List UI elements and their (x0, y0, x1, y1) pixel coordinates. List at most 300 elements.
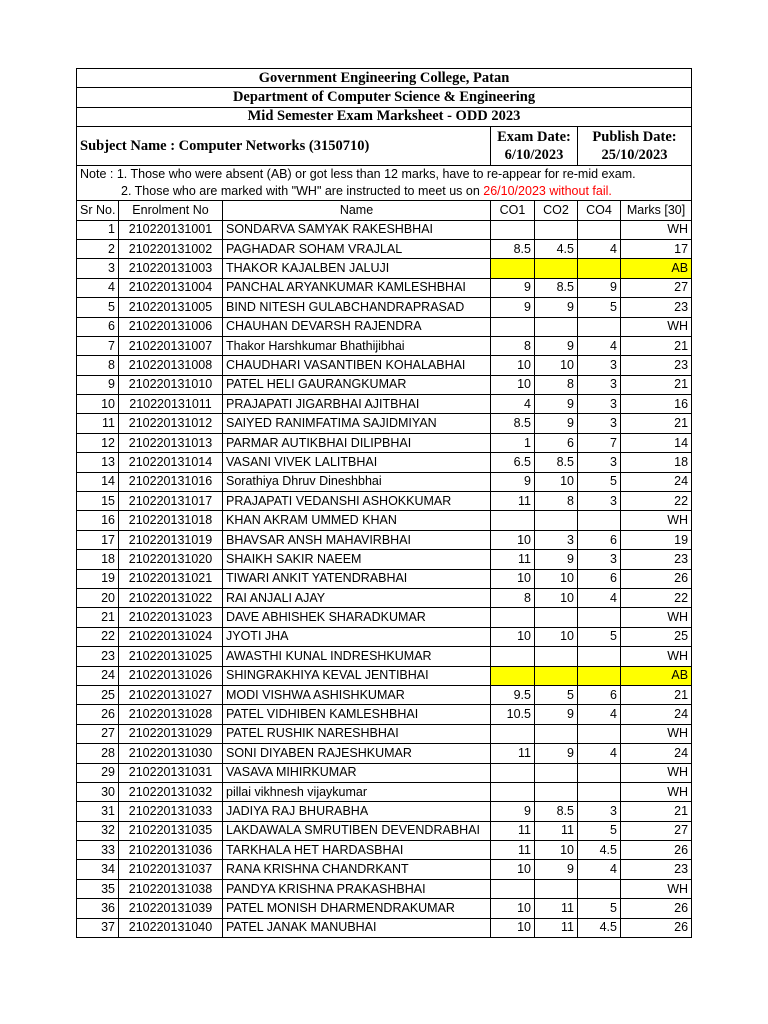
enrolment-cell: 210220131036 (119, 841, 223, 860)
co4-cell (578, 220, 621, 239)
col-header-co1: CO1 (491, 201, 535, 220)
co1-cell (491, 666, 535, 685)
marks-cell: AB (621, 666, 692, 685)
enrolment-cell: 210220131021 (119, 569, 223, 588)
enrolment-cell: 210220131031 (119, 763, 223, 782)
enrolment-cell: 210220131017 (119, 492, 223, 511)
co4-cell: 4 (578, 860, 621, 879)
table-row (77, 918, 692, 937)
name-cell: PAGHADAR SOHAM VRAJLAL (223, 239, 491, 258)
enrolment-cell: 210220131008 (119, 356, 223, 375)
exam-date-cell (491, 127, 578, 166)
col-header-co4: CO4 (578, 201, 621, 220)
marks-cell: WH (621, 879, 692, 898)
sr-no-cell: 29 (77, 763, 119, 782)
note-cell (77, 166, 692, 201)
co2-cell: 5 (535, 685, 578, 704)
sr-no-cell: 17 (77, 530, 119, 549)
marks-cell: 26 (621, 918, 692, 937)
name-cell: pillai vikhnesh vijaykumar (223, 782, 491, 801)
name-cell: Thakor Harshkumar Bhathijibhai (223, 336, 491, 355)
sr-no-cell: 18 (77, 550, 119, 569)
marks-cell: 24 (621, 472, 692, 491)
co1-cell: 10 (491, 530, 535, 549)
enrolment-cell: 210220131018 (119, 511, 223, 530)
co2-cell: 11 (535, 918, 578, 937)
co1-cell: 8.5 (491, 414, 535, 433)
enrolment-cell: 210220131024 (119, 627, 223, 646)
enrolment-cell: 210220131004 (119, 278, 223, 297)
co2-cell (535, 220, 578, 239)
co2-cell: 9 (535, 860, 578, 879)
sr-no-cell: 26 (77, 705, 119, 724)
sr-no-cell: 3 (77, 259, 119, 278)
co1-cell: 11 (491, 550, 535, 569)
co1-cell: 10 (491, 899, 535, 918)
co4-cell: 3 (578, 453, 621, 472)
sr-no-cell: 36 (77, 899, 119, 918)
co2-cell: 4.5 (535, 239, 578, 258)
table-row (77, 724, 692, 743)
name-cell: RANA KRISHNA CHANDRKANT (223, 860, 491, 879)
co4-cell: 7 (578, 433, 621, 452)
table-row (77, 530, 692, 549)
enrolment-cell: 210220131019 (119, 530, 223, 549)
table-row (77, 433, 692, 452)
marks-cell: 26 (621, 569, 692, 588)
name-cell: THAKOR KAJALBEN JALUJI (223, 259, 491, 278)
marks-cell: 24 (621, 744, 692, 763)
co1-cell: 9 (491, 278, 535, 297)
table-row (77, 395, 692, 414)
table-row (77, 666, 692, 685)
marks-cell: WH (621, 724, 692, 743)
sr-no-cell: 34 (77, 860, 119, 879)
marks-cell: 27 (621, 821, 692, 840)
table-row (77, 511, 692, 530)
marks-cell: 22 (621, 588, 692, 607)
name-cell: KHAN AKRAM UMMED KHAN (223, 511, 491, 530)
marks-cell: 22 (621, 492, 692, 511)
enrolment-cell: 210220131026 (119, 666, 223, 685)
table-row (77, 453, 692, 472)
name-cell: AWASTHI KUNAL INDRESHKUMAR (223, 647, 491, 666)
exam-date: 6/10/2023 (504, 147, 564, 164)
co2-cell (535, 259, 578, 278)
co1-cell: 6.5 (491, 453, 535, 472)
marks-cell: WH (621, 763, 692, 782)
marks-cell: AB (621, 259, 692, 278)
co1-cell: 10 (491, 860, 535, 879)
table-row (77, 550, 692, 569)
marks-cell: WH (621, 511, 692, 530)
co4-cell: 4.5 (578, 918, 621, 937)
co2-cell: 10 (535, 356, 578, 375)
co1-cell: 1 (491, 433, 535, 452)
co2-cell: 9 (535, 705, 578, 724)
note-line-2-text: 2. Those who are marked with "WH" are instructed to meet us on (121, 184, 484, 199)
name-cell: SONDARVA SAMYAK RAKESHBHAI (223, 220, 491, 239)
co2-cell: 9 (535, 550, 578, 569)
co2-cell: 10 (535, 588, 578, 607)
table-row (77, 899, 692, 918)
name-cell: PATEL RUSHIK NARESHBHAI (223, 724, 491, 743)
note-line-2 (80, 183, 688, 200)
co4-cell: 3 (578, 492, 621, 511)
col-header-co2: CO2 (535, 201, 578, 220)
col-header-enrolment: Enrolment No (119, 201, 223, 220)
name-cell: TARKHALA HET HARDASBHAI (223, 841, 491, 860)
enrolment-cell: 210220131040 (119, 918, 223, 937)
enrolment-cell: 210220131030 (119, 744, 223, 763)
co4-cell: 4.5 (578, 841, 621, 860)
co4-cell: 5 (578, 627, 621, 646)
co1-cell (491, 511, 535, 530)
marks-cell: 23 (621, 550, 692, 569)
co4-cell: 3 (578, 802, 621, 821)
co2-cell (535, 782, 578, 801)
sr-no-cell: 4 (77, 278, 119, 297)
sr-no-cell: 30 (77, 782, 119, 801)
name-cell: TIWARI ANKIT YATENDRABHAI (223, 569, 491, 588)
name-cell: MODI VISHWA ASHISHKUMAR (223, 685, 491, 704)
table-row (77, 627, 692, 646)
name-cell: Sorathiya Dhruv Dineshbhai (223, 472, 491, 491)
table-row (77, 259, 692, 278)
co4-cell: 6 (578, 685, 621, 704)
marks-cell: 21 (621, 685, 692, 704)
name-cell: PRAJAPATI VEDANSHI ASHOKKUMAR (223, 492, 491, 511)
co4-cell: 4 (578, 239, 621, 258)
co4-cell: 4 (578, 336, 621, 355)
sr-no-cell: 5 (77, 298, 119, 317)
marks-cell: WH (621, 220, 692, 239)
name-cell: LAKDAWALA SMRUTIBEN DEVENDRABHAI (223, 821, 491, 840)
co2-cell: 9 (535, 414, 578, 433)
marks-cell: 21 (621, 336, 692, 355)
co1-cell: 9 (491, 472, 535, 491)
co2-cell: 11 (535, 899, 578, 918)
marks-cell: 21 (621, 414, 692, 433)
name-cell: JADIYA RAJ BHURABHA (223, 802, 491, 821)
enrolment-cell: 210220131012 (119, 414, 223, 433)
enrolment-cell: 210220131038 (119, 879, 223, 898)
exam-title-row (77, 107, 692, 126)
marks-cell: 27 (621, 278, 692, 297)
co1-cell: 8 (491, 336, 535, 355)
marks-cell: 26 (621, 899, 692, 918)
co2-cell (535, 763, 578, 782)
name-cell: VASAVA MIHIRKUMAR (223, 763, 491, 782)
table-row (77, 220, 692, 239)
co4-cell: 6 (578, 530, 621, 549)
sr-no-cell: 28 (77, 744, 119, 763)
marks-cell: 21 (621, 802, 692, 821)
table-row (77, 375, 692, 394)
enrolment-cell: 210220131011 (119, 395, 223, 414)
publish-date-cell (578, 127, 692, 166)
enrolment-cell: 210220131010 (119, 375, 223, 394)
table-row (77, 744, 692, 763)
co2-cell: 3 (535, 530, 578, 549)
name-cell: SAIYED RANIMFATIMA SAJIDMIYAN (223, 414, 491, 433)
table-row (77, 492, 692, 511)
sr-no-cell: 9 (77, 375, 119, 394)
exam-date-label: Exam Date: (497, 129, 571, 146)
table-row (77, 414, 692, 433)
marks-cell: 19 (621, 530, 692, 549)
marks-cell: 16 (621, 395, 692, 414)
marks-cell: 17 (621, 239, 692, 258)
marksheet-table (76, 68, 692, 938)
marks-cell: 18 (621, 453, 692, 472)
name-cell: PARMAR AUTIKBHAI DILIPBHAI (223, 433, 491, 452)
co2-cell: 8.5 (535, 802, 578, 821)
note-row (77, 166, 692, 201)
sr-no-cell: 7 (77, 336, 119, 355)
co4-cell (578, 511, 621, 530)
co4-cell: 3 (578, 550, 621, 569)
co1-cell (491, 220, 535, 239)
co4-cell (578, 724, 621, 743)
co1-cell (491, 259, 535, 278)
co1-cell: 10 (491, 569, 535, 588)
enrolment-cell: 210220131022 (119, 588, 223, 607)
co4-cell (578, 763, 621, 782)
name-cell: PATEL JANAK MANUBHAI (223, 918, 491, 937)
note-line-1: Note : 1. Those who were absent (AB) or got less than 12 marks, have to re-appear for re-mid exam. (80, 167, 636, 182)
co1-cell: 4 (491, 395, 535, 414)
enrolment-cell: 210220131029 (119, 724, 223, 743)
name-cell: PATEL VIDHIBEN KAMLESHBHAI (223, 705, 491, 724)
sr-no-cell: 6 (77, 317, 119, 336)
subject-row (77, 127, 692, 166)
co2-cell (535, 317, 578, 336)
college-row (77, 69, 692, 88)
co4-cell (578, 317, 621, 336)
co2-cell: 8.5 (535, 453, 578, 472)
name-cell: PRAJAPATI JIGARBHAI AJITBHAI (223, 395, 491, 414)
enrolment-cell: 210220131016 (119, 472, 223, 491)
table-row (77, 472, 692, 491)
enrolment-cell: 210220131006 (119, 317, 223, 336)
sr-no-cell: 2 (77, 239, 119, 258)
sr-no-cell: 8 (77, 356, 119, 375)
table-row (77, 588, 692, 607)
sr-no-cell: 10 (77, 395, 119, 414)
name-cell: RAI ANJALI AJAY (223, 588, 491, 607)
sr-no-cell: 33 (77, 841, 119, 860)
co1-cell: 11 (491, 492, 535, 511)
sr-no-cell: 23 (77, 647, 119, 666)
co2-cell (535, 879, 578, 898)
co1-cell (491, 608, 535, 627)
enrolment-cell: 210220131028 (119, 705, 223, 724)
co1-cell (491, 724, 535, 743)
marks-cell: 25 (621, 627, 692, 646)
name-cell: BIND NITESH GULABCHANDRAPRASAD (223, 298, 491, 317)
co4-cell: 3 (578, 414, 621, 433)
sr-no-cell: 24 (77, 666, 119, 685)
col-header-sr: Sr No. (77, 201, 119, 220)
sr-no-cell: 27 (77, 724, 119, 743)
enrolment-cell: 210220131002 (119, 239, 223, 258)
co2-cell (535, 666, 578, 685)
name-cell: SONI DIYABEN RAJESHKUMAR (223, 744, 491, 763)
department-row (77, 88, 692, 107)
co4-cell: 4 (578, 588, 621, 607)
enrolment-cell: 210220131005 (119, 298, 223, 317)
co1-cell: 9 (491, 298, 535, 317)
co1-cell (491, 782, 535, 801)
co4-cell: 3 (578, 356, 621, 375)
co2-cell: 6 (535, 433, 578, 452)
co1-cell: 10 (491, 375, 535, 394)
department-name: Department of Computer Science & Engineering (77, 88, 692, 107)
co2-cell (535, 608, 578, 627)
enrolment-cell: 210220131023 (119, 608, 223, 627)
marks-cell: WH (621, 782, 692, 801)
co2-cell: 10 (535, 569, 578, 588)
table-row (77, 821, 692, 840)
sr-no-cell: 13 (77, 453, 119, 472)
name-cell: SHAIKH SAKIR NAEEM (223, 550, 491, 569)
co2-cell: 9 (535, 298, 578, 317)
name-cell: VASANI VIVEK LALITBHAI (223, 453, 491, 472)
marks-cell: 23 (621, 298, 692, 317)
co4-cell: 3 (578, 375, 621, 394)
co4-cell (578, 782, 621, 801)
co1-cell (491, 763, 535, 782)
co1-cell: 8 (491, 588, 535, 607)
table-row (77, 647, 692, 666)
marks-cell: WH (621, 317, 692, 336)
sr-no-cell: 35 (77, 879, 119, 898)
note-deadline: 26/10/2023 without fail. (483, 184, 612, 199)
table-row (77, 705, 692, 724)
marks-cell: 24 (621, 705, 692, 724)
name-cell: PANDYA KRISHNA PRAKASHBHAI (223, 879, 491, 898)
co1-cell: 10.5 (491, 705, 535, 724)
sr-no-cell: 19 (77, 569, 119, 588)
co4-cell: 5 (578, 298, 621, 317)
sr-no-cell: 16 (77, 511, 119, 530)
table-row (77, 356, 692, 375)
co4-cell (578, 666, 621, 685)
table-row (77, 278, 692, 297)
enrolment-cell: 210220131035 (119, 821, 223, 840)
sr-no-cell: 11 (77, 414, 119, 433)
co4-cell: 5 (578, 472, 621, 491)
exam-title: Mid Semester Exam Marksheet - ODD 2023 (77, 107, 692, 126)
marks-cell: WH (621, 608, 692, 627)
sr-no-cell: 15 (77, 492, 119, 511)
publish-date-label: Publish Date: (592, 129, 677, 146)
co1-cell: 10 (491, 356, 535, 375)
co4-cell: 5 (578, 899, 621, 918)
co2-cell: 8.5 (535, 278, 578, 297)
sr-no-cell: 37 (77, 918, 119, 937)
co1-cell: 11 (491, 821, 535, 840)
name-cell: PATEL HELI GAURANGKUMAR (223, 375, 491, 394)
table-row (77, 317, 692, 336)
column-header-row (77, 201, 692, 220)
sr-no-cell: 14 (77, 472, 119, 491)
co1-cell: 10 (491, 627, 535, 646)
co2-cell: 11 (535, 821, 578, 840)
co4-cell (578, 647, 621, 666)
name-cell: DAVE ABHISHEK SHARADKUMAR (223, 608, 491, 627)
table-row (77, 763, 692, 782)
co4-cell (578, 259, 621, 278)
enrolment-cell: 210220131007 (119, 336, 223, 355)
marks-cell: WH (621, 647, 692, 666)
co1-cell (491, 879, 535, 898)
enrolment-cell: 210220131020 (119, 550, 223, 569)
name-cell: JYOTI JHA (223, 627, 491, 646)
name-cell: BHAVSAR ANSH MAHAVIRBHAI (223, 530, 491, 549)
marks-cell: 26 (621, 841, 692, 860)
table-row (77, 685, 692, 704)
sr-no-cell: 12 (77, 433, 119, 452)
enrolment-cell: 210220131014 (119, 453, 223, 472)
co2-cell (535, 724, 578, 743)
marks-cell: 21 (621, 375, 692, 394)
marks-cell: 23 (621, 356, 692, 375)
co1-cell: 11 (491, 744, 535, 763)
co1-cell (491, 647, 535, 666)
co2-cell: 10 (535, 627, 578, 646)
name-cell: SHINGRAKHIYA KEVAL JENTIBHAI (223, 666, 491, 685)
sr-no-cell: 25 (77, 685, 119, 704)
sr-no-cell: 31 (77, 802, 119, 821)
col-header-name: Name (223, 201, 491, 220)
sr-no-cell: 1 (77, 220, 119, 239)
table-row (77, 298, 692, 317)
co2-cell (535, 647, 578, 666)
name-cell: CHAUDHARI VASANTIBEN KOHALABHAI (223, 356, 491, 375)
enrolment-cell: 210220131001 (119, 220, 223, 239)
publish-date: 25/10/2023 (601, 147, 668, 164)
co1-cell (491, 317, 535, 336)
sr-no-cell: 22 (77, 627, 119, 646)
co2-cell: 9 (535, 336, 578, 355)
co4-cell: 6 (578, 569, 621, 588)
co1-cell: 10 (491, 918, 535, 937)
co4-cell: 9 (578, 278, 621, 297)
enrolment-cell: 210220131032 (119, 782, 223, 801)
co4-cell: 3 (578, 395, 621, 414)
co4-cell: 4 (578, 705, 621, 724)
enrolment-cell: 210220131013 (119, 433, 223, 452)
name-cell: PANCHAL ARYANKUMAR KAMLESHBHAI (223, 278, 491, 297)
co2-cell: 9 (535, 744, 578, 763)
enrolment-cell: 210220131003 (119, 259, 223, 278)
subject-name: Subject Name : Computer Networks (3150710) (77, 127, 491, 166)
sr-no-cell: 21 (77, 608, 119, 627)
table-row (77, 802, 692, 821)
table-row (77, 841, 692, 860)
co2-cell: 8 (535, 375, 578, 394)
co2-cell: 10 (535, 841, 578, 860)
co1-cell: 9 (491, 802, 535, 821)
co4-cell: 5 (578, 821, 621, 840)
enrolment-cell: 210220131037 (119, 860, 223, 879)
table-row (77, 860, 692, 879)
col-header-marks: Marks [30] (621, 201, 692, 220)
co4-cell: 4 (578, 744, 621, 763)
table-row (77, 239, 692, 258)
